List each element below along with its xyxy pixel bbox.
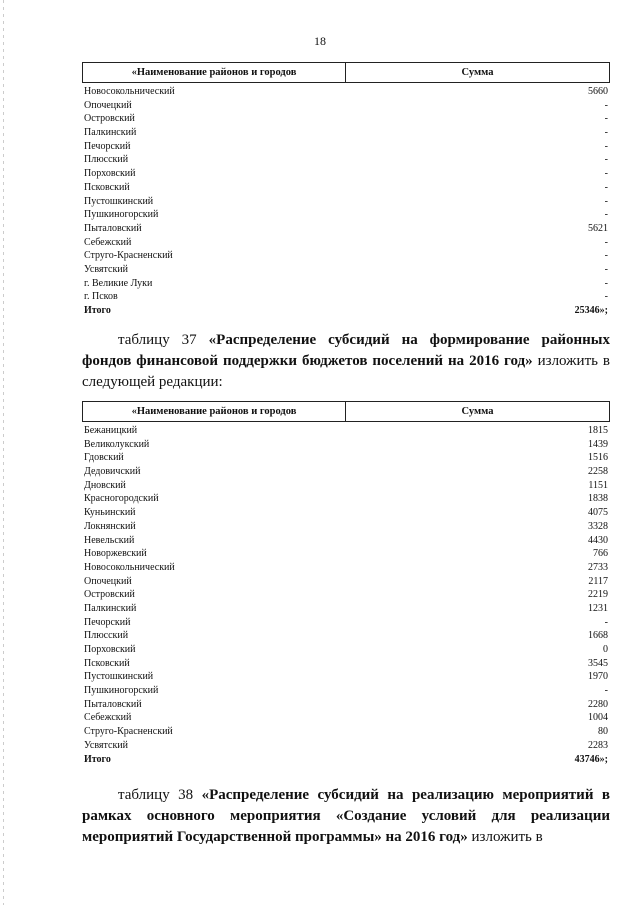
amount-value: 5621 bbox=[588, 222, 608, 234]
amount-value: 1004 bbox=[588, 712, 608, 724]
amount-value: - bbox=[604, 195, 608, 207]
amount-value: 0 bbox=[603, 644, 608, 655]
amount-value: 1151 bbox=[588, 479, 608, 491]
district-name: Пыталовский bbox=[84, 698, 142, 710]
table-row bbox=[82, 575, 610, 589]
table-header bbox=[82, 401, 610, 422]
table-row bbox=[82, 85, 610, 99]
amount-value: - bbox=[604, 263, 608, 275]
district-name: Пушкиногорский bbox=[84, 209, 159, 221]
table-row bbox=[82, 424, 610, 438]
table-row bbox=[82, 112, 610, 126]
amount-value: - bbox=[604, 140, 608, 152]
amount-value: - bbox=[604, 685, 608, 697]
district-name: г. Великие Луки bbox=[84, 277, 153, 289]
paragraph-suffix: изложить в следующей редакции: bbox=[82, 353, 611, 390]
district-name: Опочецкий bbox=[84, 575, 132, 587]
table-row bbox=[82, 643, 610, 657]
table-row bbox=[82, 616, 610, 630]
district-name: Опочецкий bbox=[84, 99, 132, 111]
table-38-title: «Распределение субсидий на реализацию мероприятий в рамках основного мероприятия «Создание условий для реализации мероприятий Государственной программы» на 2016 год» bbox=[82, 787, 610, 845]
district-name: Печорский bbox=[84, 616, 131, 628]
district-name: Куньинский bbox=[84, 507, 136, 519]
paragraph-prefix: таблицу 38 bbox=[118, 787, 202, 803]
amount-value: - bbox=[604, 99, 608, 111]
table-row bbox=[82, 657, 610, 671]
column-header-sum: Сумма bbox=[461, 67, 494, 78]
district-name: Псковский bbox=[84, 181, 130, 193]
district-name: Островский bbox=[84, 589, 135, 601]
amount-value: 1516 bbox=[588, 452, 608, 464]
table-row bbox=[82, 534, 610, 548]
table-row bbox=[82, 711, 610, 725]
district-name: Пустошкинский bbox=[84, 671, 154, 683]
district-name: Печорский bbox=[84, 140, 131, 152]
amount-value: 4430 bbox=[588, 534, 608, 546]
amount-value: 2280 bbox=[588, 698, 608, 710]
amount-value: 2258 bbox=[588, 466, 608, 478]
table-row bbox=[82, 236, 610, 250]
amount-value: 5660 bbox=[588, 86, 608, 97]
table-total-row bbox=[82, 753, 610, 767]
amount-value: 3328 bbox=[588, 520, 608, 532]
district-name: Новоржевский bbox=[84, 548, 147, 560]
table-row bbox=[82, 249, 610, 263]
amount-value: 1231 bbox=[588, 602, 608, 614]
total-label: Итого bbox=[84, 753, 111, 765]
table-row bbox=[82, 479, 610, 493]
amount-value: - bbox=[604, 127, 608, 139]
district-name: Струго-Красненский bbox=[84, 250, 173, 262]
subsidy-table-continuation bbox=[82, 62, 610, 318]
table-row bbox=[82, 698, 610, 712]
district-name: Палкинский bbox=[84, 127, 137, 139]
district-name: Великолукский bbox=[84, 438, 150, 450]
table-row bbox=[82, 167, 610, 181]
district-name: Пушкиногорский bbox=[84, 685, 159, 697]
district-name: Палкинский bbox=[84, 602, 137, 614]
district-name: Плюсский bbox=[84, 630, 129, 642]
amount-value: 2733 bbox=[588, 561, 608, 573]
table-row bbox=[82, 520, 610, 534]
table-37-title: «Распределение субсидий на формирование районных фондов финансовой поддержки бюджетов поселений на 2016 год» bbox=[82, 332, 611, 369]
district-name: Островский bbox=[84, 113, 135, 125]
district-name: Псковский bbox=[84, 657, 130, 669]
amount-value: 1668 bbox=[588, 630, 608, 642]
table-row bbox=[82, 222, 610, 236]
table-row bbox=[82, 140, 610, 154]
table-row bbox=[82, 492, 610, 506]
table-row bbox=[82, 277, 610, 291]
total-value: 43746»; bbox=[574, 753, 608, 765]
district-name: Плюсский bbox=[84, 154, 129, 166]
column-header-name: «Наименование районов и городов bbox=[83, 63, 346, 82]
column-header-name: «Наименование районов и городов bbox=[83, 402, 346, 421]
district-name: Локнянский bbox=[84, 520, 136, 532]
table-row bbox=[82, 465, 610, 479]
table-row bbox=[82, 195, 610, 209]
table-row bbox=[82, 263, 610, 277]
district-name: Дедовичский bbox=[84, 466, 141, 478]
amount-value: - bbox=[604, 168, 608, 180]
table-row bbox=[82, 438, 610, 452]
table-row bbox=[82, 629, 610, 643]
amount-value: 2117 bbox=[588, 575, 608, 587]
district-name: Невельский bbox=[84, 534, 135, 546]
table-row bbox=[82, 670, 610, 684]
table-row bbox=[82, 588, 610, 602]
table-row bbox=[82, 290, 610, 304]
amount-value: 766 bbox=[593, 548, 608, 560]
district-name: Новосокольнический bbox=[84, 86, 175, 97]
amount-value: 2283 bbox=[588, 739, 608, 751]
table-total-row bbox=[82, 304, 610, 318]
table-row bbox=[82, 181, 610, 195]
district-name: Бежаницкий bbox=[84, 425, 138, 436]
amount-value: - bbox=[604, 113, 608, 125]
district-name: Порховский bbox=[84, 644, 136, 655]
amount-value: - bbox=[604, 236, 608, 248]
amount-value: - bbox=[604, 291, 608, 303]
table-row bbox=[82, 153, 610, 167]
district-name: Себежский bbox=[84, 236, 132, 248]
paragraph-suffix: изложить в bbox=[467, 829, 543, 845]
table-row bbox=[82, 451, 610, 465]
district-name: Порховский bbox=[84, 168, 136, 180]
subsidy-table-37 bbox=[82, 401, 610, 766]
column-header-sum: Сумма bbox=[461, 406, 494, 417]
paragraph-table-38 bbox=[82, 785, 610, 848]
district-name: Себежский bbox=[84, 712, 132, 724]
amount-value: 80 bbox=[598, 726, 608, 738]
amount-value: 2219 bbox=[588, 589, 608, 601]
table-header bbox=[82, 62, 610, 83]
table-row bbox=[82, 725, 610, 739]
district-name: Пыталовский bbox=[84, 222, 142, 234]
table-row bbox=[82, 561, 610, 575]
page-number: 18 bbox=[314, 34, 326, 48]
paragraph-table-37 bbox=[82, 330, 610, 393]
district-name: Усвятский bbox=[84, 739, 128, 751]
amount-value: 4075 bbox=[588, 507, 608, 519]
amount-value: - bbox=[604, 181, 608, 193]
table-row bbox=[82, 99, 610, 113]
table-row bbox=[82, 208, 610, 222]
amount-value: - bbox=[604, 277, 608, 289]
district-name: Дновский bbox=[84, 479, 126, 491]
table-body bbox=[82, 85, 610, 318]
table-row bbox=[82, 126, 610, 140]
district-name: г. Псков bbox=[84, 291, 118, 303]
table-row bbox=[82, 684, 610, 698]
amount-value: 1838 bbox=[588, 493, 608, 505]
table-body bbox=[82, 424, 610, 766]
district-name: Гдовский bbox=[84, 452, 124, 464]
district-name: Усвятский bbox=[84, 263, 128, 275]
amount-value: - bbox=[604, 616, 608, 628]
table-row bbox=[82, 506, 610, 520]
amount-value: - bbox=[604, 209, 608, 221]
amount-value: 1815 bbox=[588, 425, 608, 436]
amount-value: - bbox=[604, 250, 608, 262]
district-name: Красногородский bbox=[84, 493, 159, 505]
amount-value: 3545 bbox=[588, 657, 608, 669]
total-value: 25346»; bbox=[574, 305, 608, 316]
district-name: Новосокольнический bbox=[84, 561, 175, 573]
amount-value: 1970 bbox=[588, 671, 608, 683]
paragraph-prefix: таблицу 37 bbox=[118, 332, 209, 348]
table-row bbox=[82, 602, 610, 616]
table-row bbox=[82, 739, 610, 753]
total-label: Итого bbox=[84, 305, 111, 316]
table-row bbox=[82, 547, 610, 561]
amount-value: 1439 bbox=[588, 438, 608, 450]
district-name: Струго-Красненский bbox=[84, 726, 173, 738]
amount-value: - bbox=[604, 154, 608, 166]
district-name: Пустошкинский bbox=[84, 195, 154, 207]
binding-margin-marks bbox=[3, 0, 4, 905]
